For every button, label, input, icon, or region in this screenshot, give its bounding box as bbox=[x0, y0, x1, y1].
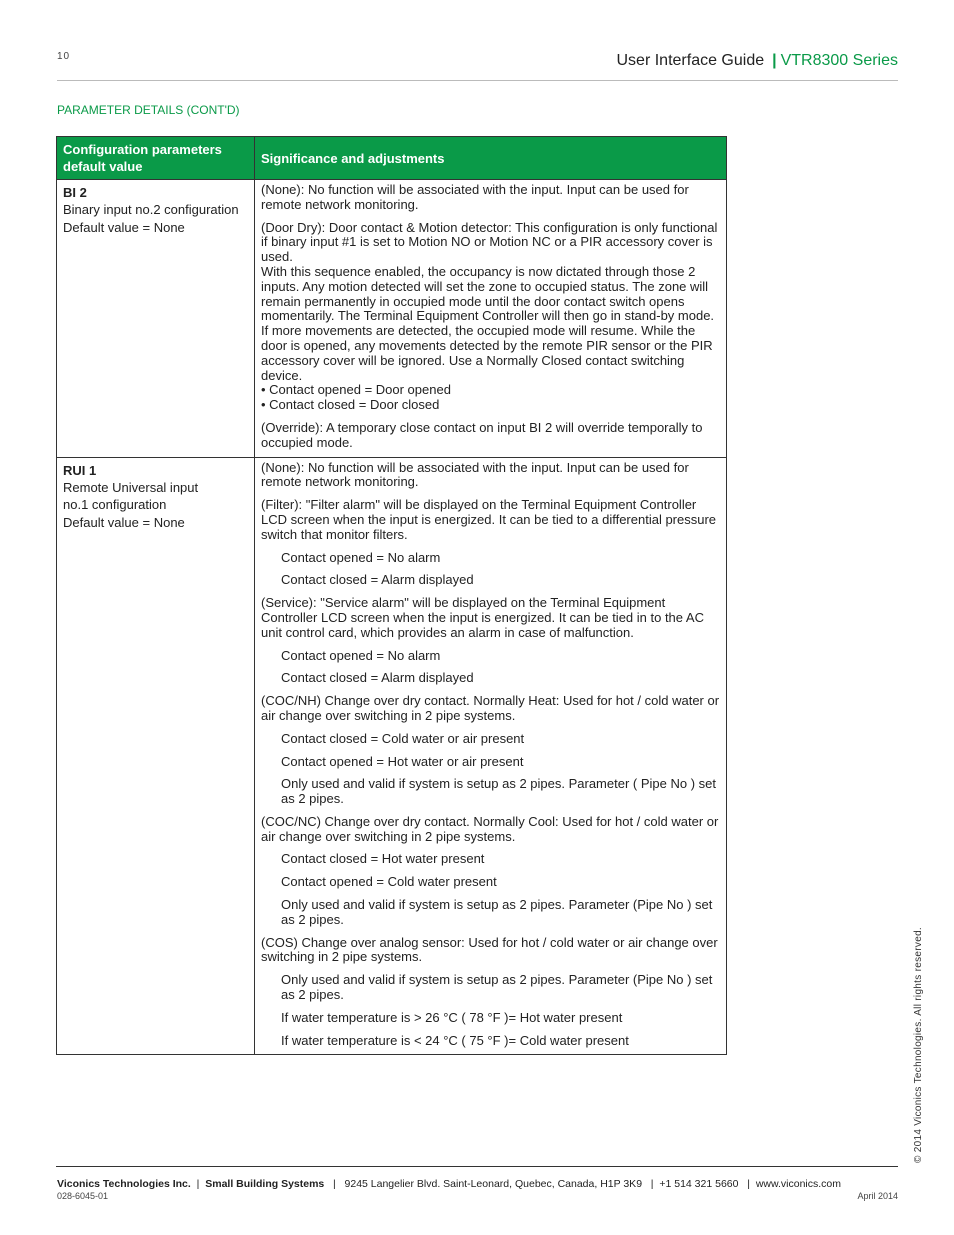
significance-paragraph: Only used and valid if system is setup as 2 pipes. Parameter ( Pipe No ) set as 2 pipes. bbox=[281, 776, 716, 807]
significance-paragraph: Contact opened = No alarm bbox=[281, 549, 441, 565]
parameter-code: BI 2 bbox=[63, 185, 87, 200]
significance-paragraph: With this sequence enabled, the occupancy is now dictated through those 2 inputs. Any motion detected will set the zone to occupied status. The zone will remain permanently in occupied mode until the door contact switch opens momentarily. The Terminal Equipment Controller will then go in stand-by mode. If more movements are detected, the occupied mode will resume. While the door is opened, any movements detected by the remote PIR sensor or the PIR accessory cover will be ignored. Use a Normally Closed contact switching device. bbox=[261, 263, 715, 383]
footer-address: 9245 Langelier Blvd. Saint-Leonard, Quebec, Canada, H1P 3K9 bbox=[344, 1178, 643, 1190]
column-header-significance: Significance and adjustments bbox=[255, 137, 727, 180]
header-separator: | bbox=[772, 52, 777, 69]
significance-paragraph: (COC/NH) Change over dry contact. Normally Heat: Used for hot / cold water or air change over switching in 2 pipe systems. bbox=[261, 693, 720, 723]
significance-cell bbox=[255, 180, 727, 458]
significance-cell bbox=[255, 457, 727, 1055]
significance-paragraph: Contact closed = Alarm displayed bbox=[281, 670, 474, 686]
significance-paragraph: Contact opened = No alarm bbox=[281, 647, 441, 663]
page-number: 10 bbox=[57, 51, 71, 62]
significance-paragraph: (COC/NC) Change over dry contact. Normally Cool: Used for hot / cold water or air change over switching in 2 pipe systems. bbox=[261, 813, 719, 844]
table-row bbox=[57, 457, 727, 1055]
significance-paragraph: Contact closed = Alarm displayed bbox=[281, 572, 474, 588]
parameter-cell bbox=[57, 180, 255, 458]
significance-paragraph: Contact opened = Hot water or air present bbox=[281, 753, 524, 769]
parameter-code: RUI 1 bbox=[63, 462, 97, 478]
parameter-description: Remote Universal input bbox=[63, 479, 199, 495]
significance-paragraph: (Door Dry): Door contact & Motion detector: This configuration is only functional if binary input #1 is set to Motion NO or Motion NC or a PIR accessory cover is used. bbox=[261, 219, 718, 265]
significance-paragraph: • Contact closed = Door closed bbox=[261, 397, 440, 413]
significance-paragraph: Only used and valid if system is setup as 2 pipes. Parameter (Pipe No ) set as 2 pipes. bbox=[281, 972, 713, 1003]
doc-date: April 2014 bbox=[857, 1191, 898, 1201]
section-title: PARAMETER DETAILS (CONT'D) bbox=[57, 103, 240, 117]
significance-paragraph: Contact closed = Hot water present bbox=[281, 851, 485, 867]
significance-paragraph: (COS) Change over analog sensor: Used for hot / cold water or air change over switching in 2 pipe systems. bbox=[261, 934, 718, 965]
copyright-notice: © 2014 Viconics Technologies. All rights reserved. bbox=[913, 926, 924, 1163]
footer-division: Small Building Systems bbox=[205, 1178, 325, 1190]
parameter-description: Binary input no.2 configuration bbox=[63, 202, 239, 217]
doc-number: 028-6045-01 bbox=[57, 1191, 109, 1201]
table-row bbox=[57, 180, 727, 458]
significance-paragraph: • Contact opened = Door opened bbox=[261, 382, 451, 398]
significance-paragraph: (None): No function will be associated with the input. Input can be used for remote network monitoring. bbox=[261, 459, 689, 490]
footer-company: Viconics Technologies Inc. bbox=[57, 1178, 191, 1190]
significance-paragraph: (Service): "Service alarm" will be displayed on the Terminal Equipment Controller LCD screen when the input is energized. It can be tied in to the AC unit control card, which provides an alarm in case of malfunction. bbox=[261, 595, 704, 640]
parameter-description: Default value = None bbox=[63, 219, 185, 235]
parameters-table bbox=[56, 136, 727, 1055]
significance-paragraph: Contact closed = Cold water or air present bbox=[281, 730, 525, 746]
footer-website[interactable]: www.viconics.com bbox=[755, 1178, 841, 1190]
footer-rule bbox=[56, 1166, 898, 1167]
significance-paragraph: (Override): A temporary close contact on input BI 2 will override temporally to occupied mode. bbox=[261, 419, 703, 450]
significance-paragraph: Contact opened = Cold water present bbox=[281, 874, 497, 890]
guide-title: User Interface Guide bbox=[616, 52, 765, 69]
significance-paragraph: (None): No function will be associated with the input. Input can be used for remote network monitoring. bbox=[261, 182, 689, 212]
series-name: VTR8300 Series bbox=[780, 52, 898, 69]
column-header-config: Configuration parameters default value bbox=[57, 137, 255, 180]
parameter-description: Default value = None bbox=[63, 514, 185, 530]
significance-paragraph: Only used and valid if system is setup as 2 pipes. Parameter (Pipe No ) set as 2 pipes. bbox=[281, 897, 713, 927]
document-header bbox=[617, 52, 899, 70]
significance-paragraph: If water temperature is > 26 °C ( 78 °F )= Hot water present bbox=[281, 1009, 623, 1025]
parameter-cell bbox=[57, 457, 255, 1055]
significance-paragraph: (Filter): "Filter alarm" will be displayed on the Terminal Equipment Controller LCD screen when the input is energized. It can be tied to a differential pressure switch that monitor filters. bbox=[261, 497, 717, 542]
header-rule bbox=[57, 80, 898, 81]
table-header-row bbox=[57, 137, 727, 180]
footer-phone: +1 514 321 5660 bbox=[659, 1178, 739, 1190]
significance-paragraph: If water temperature is < 24 °C ( 75 °F )= Cold water present bbox=[281, 1032, 629, 1048]
parameter-description: no.1 configuration bbox=[63, 497, 167, 513]
footer: Viconics Technologies Inc. | Small Building Systems | 9245 Langelier Blvd. Saint-Leonard, Quebec, Canada, H1P 3K9 | +1 514 321 5660 | www.viconics.com bbox=[57, 1178, 841, 1190]
